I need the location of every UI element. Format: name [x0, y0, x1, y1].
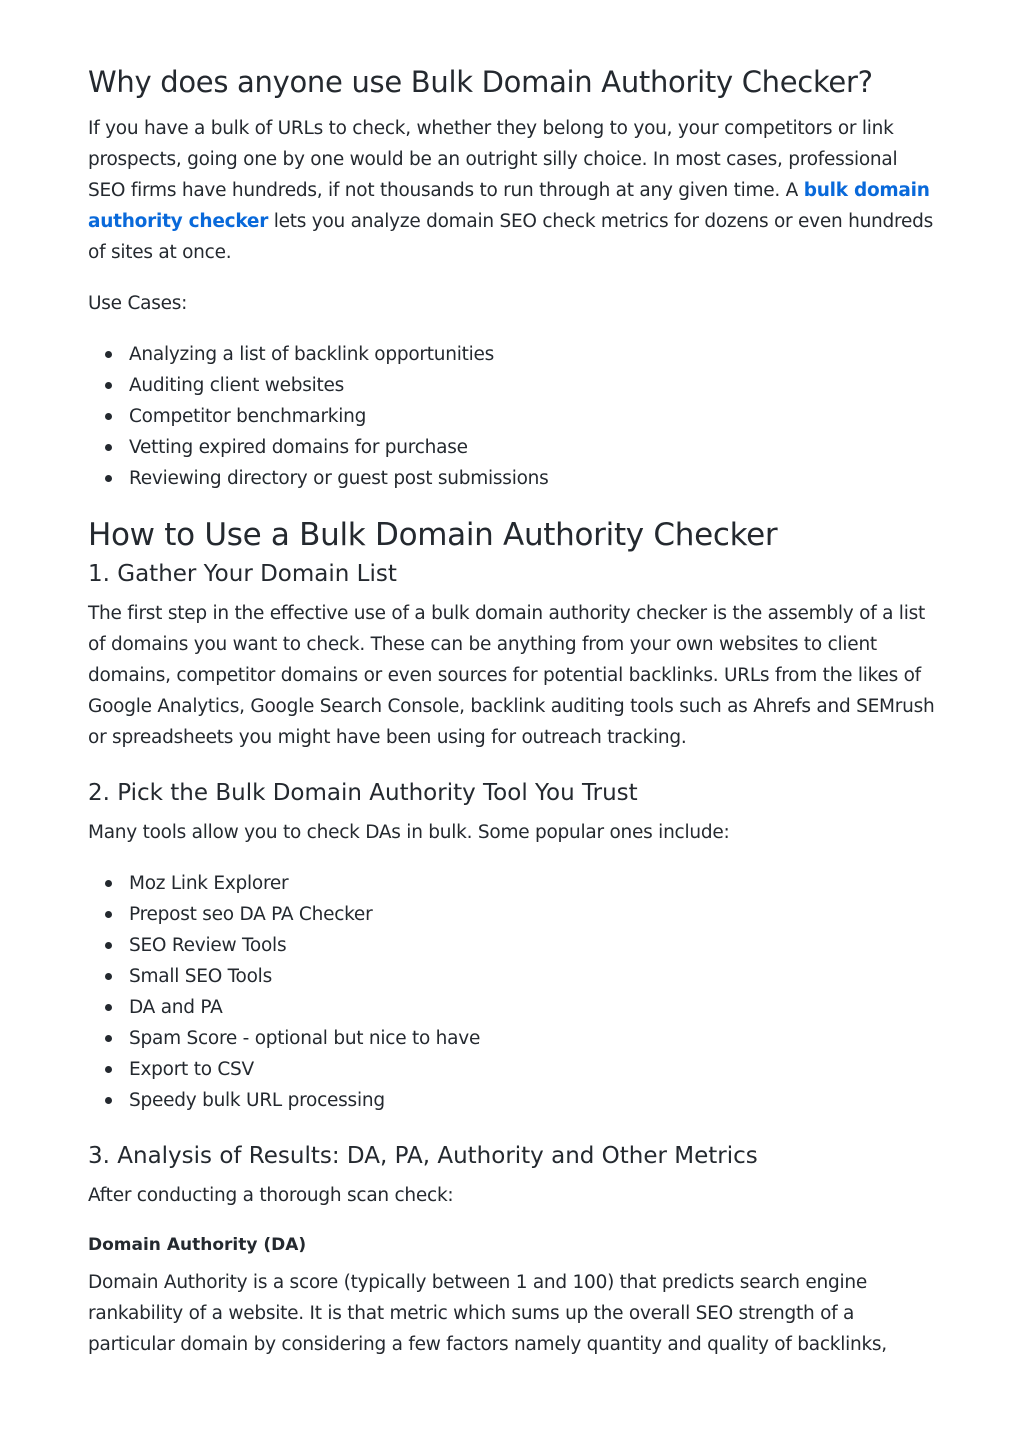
list-item: Auditing client websites	[88, 370, 936, 401]
bulk-domain-authority-checker-link[interactable]: bulk domain authority checker	[88, 180, 930, 232]
list-item: Spam Score - optional but nice to have	[88, 1023, 936, 1054]
list-item: Export to CSV	[88, 1054, 936, 1085]
list-item: DA and PA	[88, 992, 936, 1023]
step3-paragraph: After conducting a thorough scan check:	[88, 1185, 454, 1206]
domain-authority-heading: Domain Authority (DA)	[88, 1235, 307, 1255]
use-cases-label: Use Cases:	[88, 293, 188, 314]
why-paragraph	[88, 113, 936, 268]
list-item: Competitor benchmarking	[88, 401, 936, 432]
step2-paragraph: Many tools allow you to check DAs in bulk. Some popular ones include:	[88, 822, 730, 843]
list-item: Prepost seo DA PA Checker	[88, 899, 936, 930]
step1-heading: 1. Gather Your Domain List	[88, 561, 397, 587]
why-paragraph-start: If you have a bulk of URLs to check, whether they belong to you, your competitors or link prospects, going one by one would be an outright silly choice. In most cases, professional SEO firms have hundreds, if not thousands to run through at any given time. A	[88, 118, 898, 201]
list-item: Analyzing a list of backlink opportunities	[88, 339, 936, 370]
tools-list	[88, 868, 936, 1116]
list-item: SEO Review Tools	[88, 930, 936, 961]
domain-authority-paragraph: Domain Authority is a score (typically between 1 and 100) that predicts search engine rankability of a website. It is that metric which sums up the overall SEO strength of a particular domain by considering a few factors namely quantity and quality of backlinks,	[88, 1272, 887, 1355]
why-paragraph-end: lets you analyze domain SEO check metrics for dozens or even hundreds of sites at once.	[88, 211, 933, 263]
list-item: Moz Link Explorer	[88, 868, 936, 899]
how-to-heading: How to Use a Bulk Domain Authority Checker	[88, 517, 778, 553]
list-item: Reviewing directory or guest post submissions	[88, 463, 936, 494]
step1-paragraph: The first step in the effective use of a bulk domain authority checker is the assembly of a list of domains you want to check. These can be anything from your own websites to client domains, competitor domains or even sources for potential backlinks. URLs from the likes of Google Analytics, Google Search Console, backlink auditing tools such as Ahrefs and SEMrush or spreadsheets you might have been using for outreach tracking.	[88, 603, 935, 748]
step3-heading: 3. Analysis of Results: DA, PA, Authority and Other Metrics	[88, 1143, 758, 1169]
list-item: Vetting expired domains for purchase	[88, 432, 936, 463]
list-item: Small SEO Tools	[88, 961, 936, 992]
step2-heading: 2. Pick the Bulk Domain Authority Tool You Trust	[88, 780, 638, 806]
why-heading: Why does anyone use Bulk Domain Authority Checker?	[88, 65, 873, 99]
use-cases-list	[88, 339, 936, 494]
list-item: Speedy bulk URL processing	[88, 1085, 936, 1116]
